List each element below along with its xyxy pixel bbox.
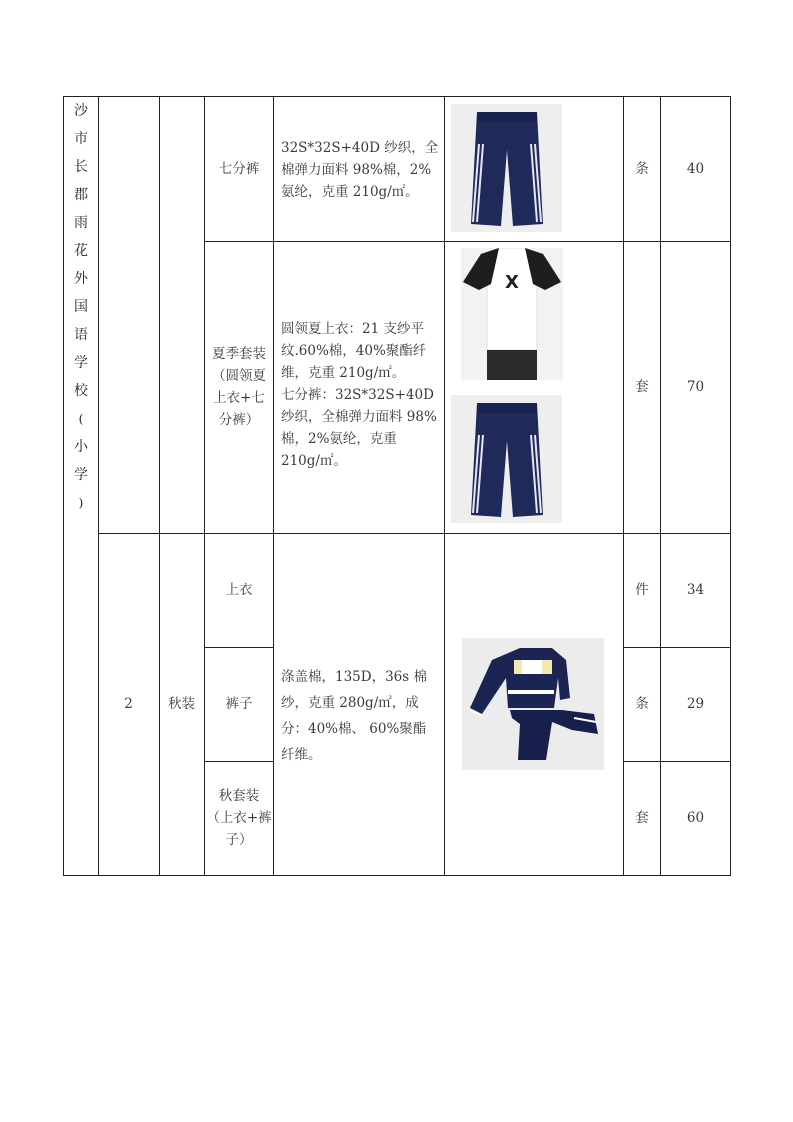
item-price: 29: [686, 696, 705, 712]
item-price: 70: [686, 379, 705, 395]
item-unit: 套: [635, 810, 649, 826]
pants-photo: [451, 104, 562, 232]
tracksuit-photo: [462, 638, 604, 770]
item-description: 32S*32S+40D 纱织，全棉弹力面料 98%棉，2%氨纶，克重 210g/㎡。: [281, 140, 439, 200]
school-name-char: 学: [74, 355, 88, 371]
tracksuit-icon: [462, 638, 604, 770]
col-border: [444, 96, 445, 876]
school-name-char: 语: [74, 327, 88, 343]
school-name-char: 市: [74, 131, 88, 147]
item-unit: 条: [635, 160, 649, 177]
item-name: 裤子: [225, 696, 253, 712]
school-name-char: ): [78, 496, 84, 510]
desc-line: 圆领夏上衣：21 支纱平纹.60%棉，40%聚酯纤维，克重 210g/㎡。: [281, 321, 427, 381]
desc-line: 七分裤：32S*32S+40D 纱织，全棉弹力面料 98%棉，2%氨纶，克重 210g/㎡。: [281, 387, 437, 469]
item-description: [281, 318, 439, 472]
school-name-char: 郡: [74, 187, 88, 203]
item-unit: 条: [635, 696, 649, 712]
school-name-char: (: [78, 412, 84, 426]
item-unit: 套: [635, 379, 649, 395]
svg-text:X: X: [505, 272, 519, 293]
pants-photo: [451, 395, 562, 523]
item-name: 秋套装（上衣+裤子）: [206, 788, 272, 848]
school-name-vertical: [63, 97, 99, 517]
school-name-char: 沙: [74, 103, 88, 119]
item-name: 七分裤: [218, 160, 260, 177]
school-name-char: 花: [74, 243, 88, 259]
pants-icon: [451, 395, 562, 523]
item-index: 2: [124, 696, 133, 712]
school-name-char: 国: [74, 299, 88, 315]
school-name-char: 雨: [74, 215, 88, 231]
item-description: 涤盖棉，135D，36s 棉纱，克重 280g/㎡，成分：40%棉、 60%聚酯纤维。: [281, 669, 427, 763]
school-name-char: 校: [74, 383, 88, 399]
table-bottom-border: [63, 875, 731, 876]
item-name: 夏季套装（圆领夏上衣+七分裤）: [212, 346, 266, 428]
tshirt-photo: [461, 248, 563, 380]
item-price: 40: [686, 160, 705, 177]
tshirt-icon: [461, 248, 563, 380]
school-name-char: 长: [74, 159, 88, 175]
school-name-char: 学: [74, 467, 88, 483]
item-price: 34: [686, 582, 705, 598]
school-name-char: 外: [74, 271, 88, 287]
pants-icon: [451, 104, 562, 232]
item-name: 上衣: [225, 582, 253, 598]
item-unit: 件: [635, 582, 649, 598]
item-category: 秋装: [168, 696, 195, 712]
item-price: 60: [686, 810, 705, 826]
school-name-char: 小: [74, 439, 88, 455]
